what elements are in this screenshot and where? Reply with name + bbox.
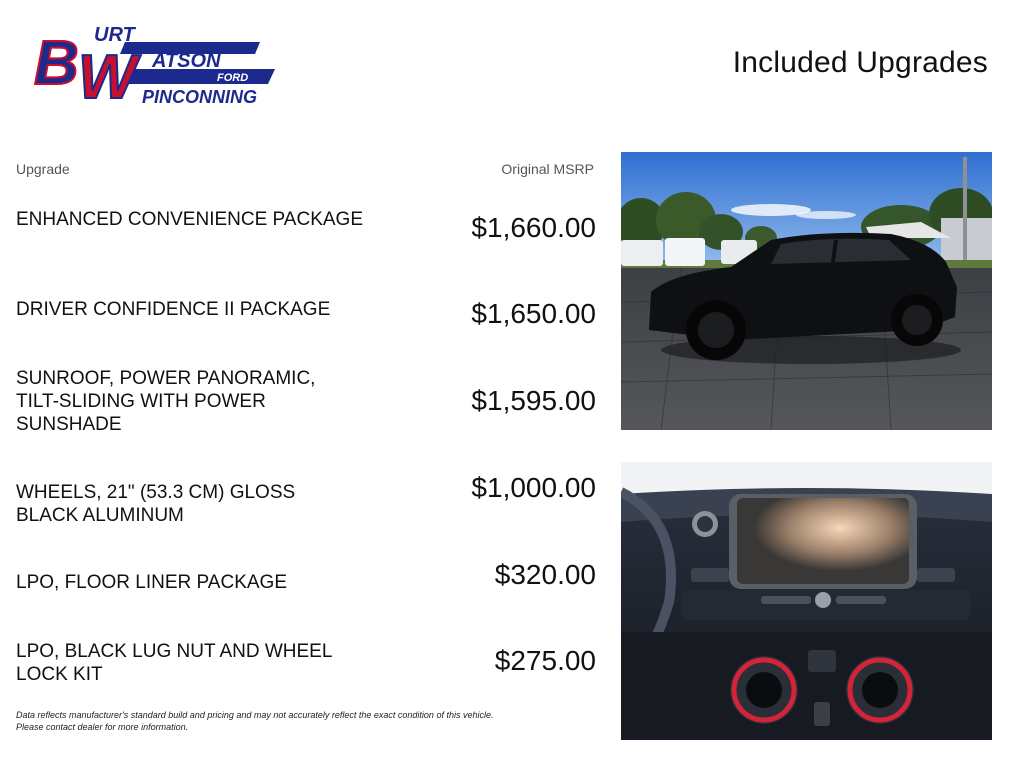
upgrade-price: $1,660.00 [471,212,596,243]
disclaimer-line-2: Please contact dealer for more information. [16,722,189,732]
disclaimer-line-1: Data reflects manufacturer's standard build and pricing and may not accurately reflect the exact condition of this vehicle. [16,710,494,720]
upgrade-row [16,472,596,533]
upgrade-row [16,640,596,692]
upgrade-name: SUNROOF, POWER PANORAMIC, TILT-SLIDING WITH POWER SUNSHADE [16,368,316,435]
column-header-msrp: Original MSRP [501,161,594,177]
upgrade-name: LPO, BLACK LUG NUT AND WHEEL LOCK KIT [16,641,332,685]
upgrade-price: $1,650.00 [471,298,596,329]
upgrade-price: $275.00 [494,645,596,676]
logo-letter-b: B [34,29,79,98]
burt-watson-ford-logo [30,22,280,114]
logo-word-pinconning: PINCONNING [142,87,258,107]
page-title: Included Upgrades [732,46,988,79]
dealer-logo [30,22,280,114]
logo-word-ford: FORD [217,72,249,84]
logo-letter-w: W [78,43,137,112]
logo-word-urt: URT [94,24,135,46]
vehicle-interior-photo [621,462,992,740]
upgrade-row [16,367,596,439]
upgrade-name: LPO, FLOOR LINER PACKAGE [16,572,288,593]
upgrade-row [16,208,596,260]
upgrade-name: DRIVER CONFIDENCE II PACKAGE [16,299,331,320]
upgrade-row [16,298,596,338]
column-header-upgrade: Upgrade [16,161,70,177]
upgrade-price: $1,000.00 [471,472,596,503]
upgrade-name: WHEELS, 21" (53.3 CM) GLOSS BLACK ALUMINUM [16,482,296,526]
upgrade-price: $1,595.00 [471,385,596,416]
disclaimer [16,709,606,733]
vehicle-exterior-photo [621,152,992,430]
upgrade-row [16,559,596,611]
upgrade-name: ENHANCED CONVENIENCE PACKAGE [16,209,363,230]
upgrade-price: $320.00 [494,559,596,590]
logo-word-atson: ATSON [152,50,221,72]
